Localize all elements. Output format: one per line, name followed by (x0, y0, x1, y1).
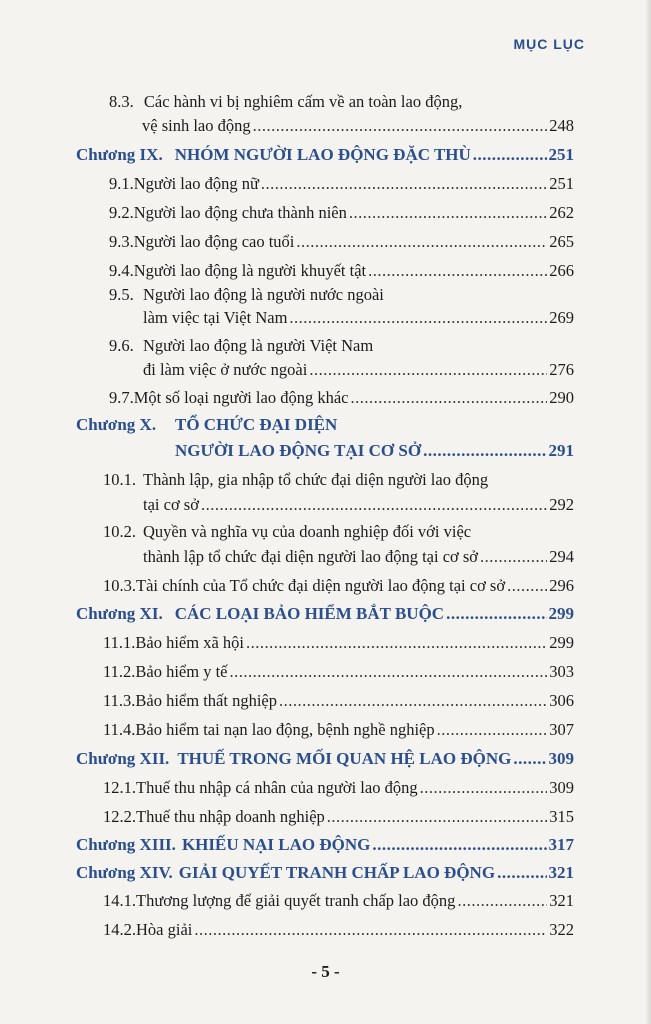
chapter-label: Chương XIV. (76, 863, 173, 882)
entry-title: Các hành vi bị nghiêm cấm về an toàn lao động, (143, 92, 463, 111)
leader-dots (201, 495, 547, 515)
entry-title: Người lao động là người Việt Nam (143, 336, 374, 355)
entry-number: 9.3. (109, 232, 134, 251)
running-header: MỤC LỤC (513, 36, 585, 52)
entry-title: Một số loại người lao động khác (133, 388, 349, 407)
toc-entry-12-1[interactable] (103, 778, 574, 798)
leader-dots (261, 174, 547, 194)
chapter-title: GIẢI QUYẾT TRANH CHẤP LAO ĐỘNG (178, 863, 496, 882)
toc-entry-9-5-line1 (109, 285, 384, 305)
leader-dots (279, 691, 547, 711)
leader-dots (368, 261, 547, 281)
page-number: 294 (549, 547, 574, 566)
toc-entry-9-3[interactable] (109, 232, 574, 252)
leader-dots (423, 441, 546, 461)
toc-entry-10-1-line1 (103, 470, 488, 490)
leader-dots (480, 547, 547, 567)
page-number: 309 (549, 778, 574, 797)
leader-dots (194, 920, 547, 940)
chapter-label: Chương XI. (76, 604, 163, 623)
entry-title: Người lao động chưa thành niên (133, 203, 347, 222)
toc-chapter-x-line1 (76, 415, 337, 435)
page-number: 315 (549, 807, 574, 826)
toc-entry-9-5[interactable] (143, 308, 574, 328)
leader-dots (446, 604, 546, 624)
page-number: 299 (548, 604, 574, 623)
chapter-label: Chương X. (76, 415, 157, 434)
page-number: 296 (549, 576, 574, 595)
page-number: 322 (549, 920, 574, 939)
entry-number: 9.2. (109, 203, 134, 222)
toc-entry-14-1[interactable] (103, 891, 574, 911)
leader-dots (350, 388, 547, 408)
toc-entry-11-4[interactable] (103, 720, 574, 740)
entry-number: 11.2. (103, 662, 136, 681)
page-number: 248 (549, 116, 574, 135)
entry-number: 9.1. (109, 174, 134, 193)
entry-title-cont: thành lập tổ chức đại diện người lao động tại cơ sở (143, 547, 479, 566)
leader-dots (349, 203, 547, 223)
toc-entry-11-1[interactable] (103, 633, 574, 653)
entry-number: 12.2. (103, 807, 136, 826)
leader-dots (230, 662, 548, 682)
entry-title: Hòa giải (136, 920, 193, 939)
chapter-title: THUẾ TRONG MỐI QUAN HỆ LAO ĐỘNG (177, 749, 512, 768)
entry-title-cont: đi làm việc ở nước ngoài (143, 360, 308, 379)
page-number: 251 (549, 174, 574, 193)
leader-dots (420, 778, 548, 798)
chapter-title: KHIẾU NẠI LAO ĐỘNG (181, 835, 371, 854)
chapter-title: TỔ CHỨC ĐẠI DIỆN (175, 415, 338, 434)
leader-dots (372, 835, 546, 855)
page-number: 266 (549, 261, 574, 280)
entry-number: 14.2. (103, 920, 136, 939)
entry-title: Tài chính của Tổ chức đại diện người lao động tại cơ sở (136, 576, 506, 595)
page-number: 307 (549, 720, 574, 739)
toc-entry-10-3[interactable] (103, 576, 574, 596)
entry-number: 9.6. (109, 336, 134, 355)
entry-title: Bảo hiểm xã hội (135, 633, 244, 652)
page-number: 262 (549, 203, 574, 222)
page-number: 321 (548, 863, 574, 882)
toc-chapter-xii[interactable] (76, 749, 574, 769)
page-number: 291 (548, 441, 574, 460)
leader-dots (513, 749, 546, 769)
page-footer-number: - 5 - (311, 962, 340, 981)
toc-entry-10-2-line1 (103, 522, 471, 542)
entry-title-cont: tại cơ sở (143, 495, 199, 514)
leader-dots (507, 576, 547, 596)
page-number: 306 (549, 691, 574, 710)
entry-number: 10.2. (103, 522, 136, 541)
toc-entry-11-2[interactable] (103, 662, 574, 682)
leader-dots (473, 145, 547, 165)
entry-title: Quyền và nghĩa vụ của doanh nghiệp đối với việc (143, 522, 472, 541)
leader-dots (327, 807, 547, 827)
toc-chapter-xiii[interactable] (76, 835, 574, 855)
entry-number: 14.1. (103, 891, 136, 910)
leader-dots (437, 720, 548, 740)
entry-title: Thuế thu nhập doanh nghiệp (136, 807, 325, 826)
entry-number: 8.3. (109, 92, 134, 111)
entry-title: Thành lập, gia nhập tổ chức đại diện người lao động (143, 470, 489, 489)
toc-entry-10-1[interactable] (143, 495, 574, 515)
toc-entry-9-4[interactable] (109, 261, 574, 281)
page-number: 292 (549, 495, 574, 514)
entry-number: 11.4. (103, 720, 136, 739)
entry-title: Thuế thu nhập cá nhân của người lao động (136, 778, 418, 797)
chapter-title: NHÓM NGƯỜI LAO ĐỘNG ĐẶC THÙ (174, 145, 471, 164)
entry-title: Người lao động cao tuổi (133, 232, 295, 251)
entry-title: Bảo hiểm y tế (135, 662, 228, 681)
toc-entry-9-6-line1 (109, 336, 373, 356)
page-number: 299 (549, 633, 574, 652)
page-number: 303 (549, 662, 574, 681)
toc-chapter-xi[interactable] (76, 604, 574, 624)
leader-dots (309, 360, 547, 380)
page-edge-shadow (645, 0, 651, 1024)
toc-entry-14-2[interactable] (103, 920, 574, 940)
chapter-title: CÁC LOẠI BẢO HIỂM BẮT BUỘC (174, 604, 445, 623)
leader-dots (457, 891, 547, 911)
page-number: 265 (549, 232, 574, 251)
entry-number: 11.1. (103, 633, 136, 652)
page-number: 321 (549, 891, 574, 910)
toc-entry-9-1[interactable] (109, 174, 574, 194)
entry-number: 11.3. (103, 691, 136, 710)
page-number: 317 (548, 835, 574, 854)
entry-title: Người lao động nữ (133, 174, 259, 193)
leader-dots (253, 116, 548, 136)
leader-dots (289, 308, 547, 328)
page-number: 251 (548, 145, 574, 164)
toc-chapter-ix[interactable] (76, 145, 574, 165)
chapter-label: Chương XIII. (76, 835, 176, 854)
leader-dots (296, 232, 547, 252)
toc-entry-9-7[interactable] (109, 388, 574, 408)
toc-chapter-xiv[interactable] (76, 863, 574, 883)
toc-entry-11-3[interactable] (103, 691, 574, 711)
entry-title: Người lao động là người nước ngoài (143, 285, 384, 304)
entry-number: 10.1. (103, 470, 136, 489)
entry-title-cont: làm việc tại Việt Nam (143, 308, 288, 327)
entry-title: Bảo hiểm tai nạn lao động, bệnh nghề nghiệp (135, 720, 435, 739)
entry-title: Bảo hiểm thất nghiệp (135, 691, 277, 710)
entry-number: 9.5. (109, 285, 134, 304)
leader-dots (246, 633, 547, 653)
toc-entry-10-2[interactable] (143, 547, 574, 567)
page-number: 309 (548, 749, 574, 768)
page-number: 290 (549, 388, 574, 407)
entry-number: 10.3. (103, 576, 136, 595)
toc-entry-12-2[interactable] (103, 807, 574, 827)
entry-number: 12.1. (103, 778, 136, 797)
entry-number: 9.7. (109, 388, 134, 407)
page-number: 276 (549, 360, 574, 379)
chapter-label: Chương XII. (76, 749, 170, 768)
chapter-title-cont: NGƯỜI LAO ĐỘNG TẠI CƠ SỞ (175, 441, 422, 460)
toc-entry-8-3[interactable] (142, 116, 574, 136)
entry-title: Thương lượng để giải quyết tranh chấp lao động (136, 891, 456, 910)
page-number: 269 (549, 308, 574, 327)
entry-number: 9.4. (109, 261, 134, 280)
entry-title-cont: vệ sinh lao động (142, 116, 251, 135)
leader-dots (497, 863, 546, 883)
toc-entry-9-6[interactable] (143, 360, 574, 380)
toc-entry-9-2[interactable] (109, 203, 574, 223)
chapter-label: Chương IX. (76, 145, 163, 164)
toc-entry-8-3-line1 (109, 92, 462, 112)
toc-chapter-x[interactable] (175, 441, 574, 461)
entry-title: Người lao động là người khuyết tật (133, 261, 367, 280)
